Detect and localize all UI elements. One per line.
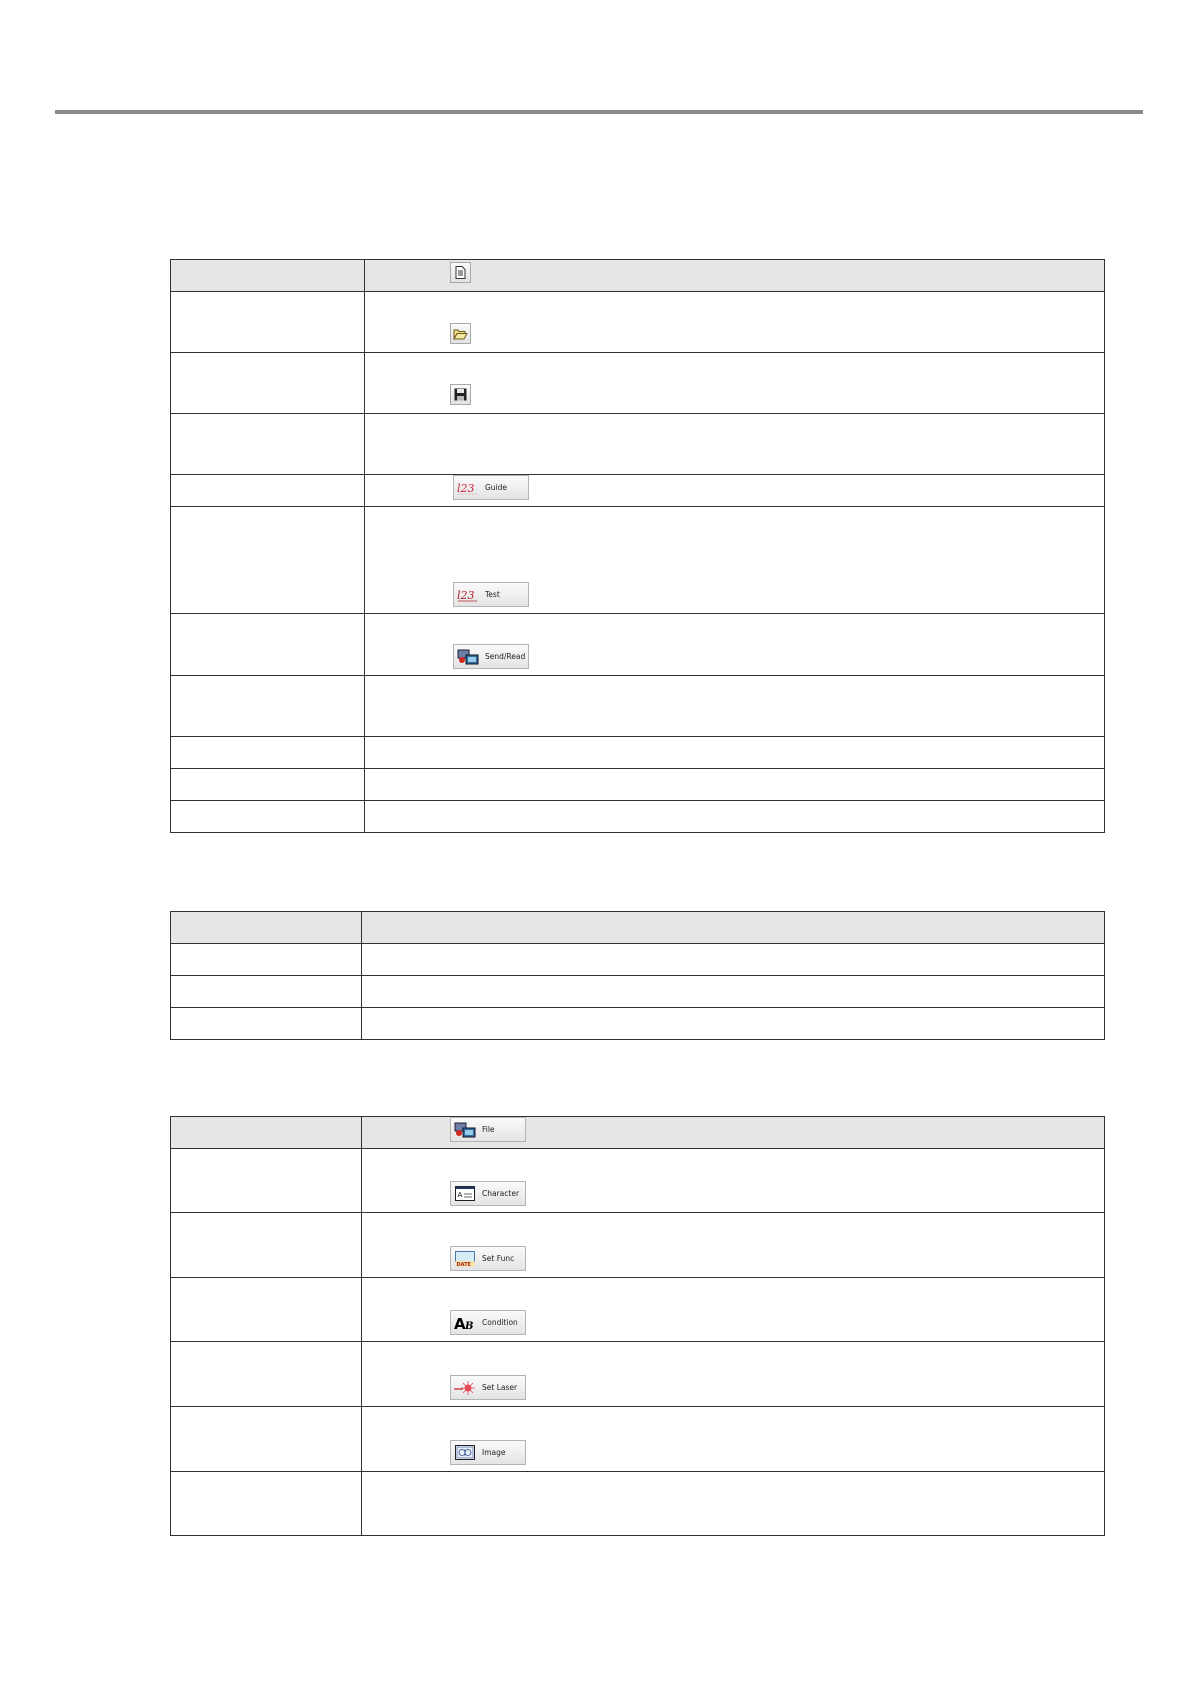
test-button[interactable]: l23 Test — [453, 582, 529, 607]
item-cell — [171, 737, 365, 769]
table-row — [171, 976, 1105, 1008]
item-cell — [171, 507, 365, 614]
guide-123-icon — [457, 479, 479, 496]
set-func-button[interactable]: DATE Set Func — [450, 1246, 526, 1271]
save-disk-icon[interactable] — [450, 384, 471, 405]
table-row — [171, 1342, 1105, 1407]
test-123-icon — [457, 586, 479, 603]
table-row — [171, 475, 1105, 507]
svg-text:DATE: DATE — [456, 1261, 471, 1267]
table-header-row — [171, 260, 1105, 292]
item-cell — [171, 1472, 362, 1536]
description-cell — [365, 292, 1105, 353]
header-cell-description — [365, 260, 1105, 292]
item-cell — [171, 1008, 362, 1040]
image-icon — [454, 1444, 476, 1461]
svg-text:B: B — [465, 1321, 474, 1331]
table-row — [171, 1278, 1105, 1342]
item-cell — [171, 1149, 362, 1213]
table-row — [171, 507, 1105, 614]
table-row — [171, 353, 1105, 414]
description-cell — [362, 976, 1105, 1008]
file-button[interactable]: File — [450, 1117, 526, 1142]
svg-text:A: A — [454, 1315, 466, 1331]
header-cell-item — [171, 260, 365, 292]
table-row — [171, 414, 1105, 475]
table-row — [171, 1407, 1105, 1472]
condition-button[interactable]: A B Condition — [450, 1310, 526, 1335]
item-cell — [171, 292, 365, 353]
svg-text:A: A — [457, 1191, 463, 1199]
description-cell — [362, 1448, 1105, 1536]
table-header-row — [171, 912, 1105, 944]
svg-text:l23: l23 — [457, 588, 475, 602]
toolbar-functions-table — [170, 259, 1105, 833]
character-icon — [454, 1185, 476, 1202]
table-row — [171, 676, 1105, 737]
table-row — [171, 737, 1105, 769]
send-read-button[interactable]: Send/Read — [453, 644, 529, 669]
date-func-icon — [454, 1250, 476, 1267]
table-row — [171, 801, 1105, 833]
item-cell — [171, 414, 365, 475]
description-cell — [365, 801, 1105, 833]
table-row — [171, 1008, 1105, 1040]
item-cell — [171, 1407, 362, 1472]
item-cell — [171, 614, 365, 676]
description-cell — [365, 414, 1105, 475]
item-cell — [171, 801, 365, 833]
edit-functions-table — [170, 1116, 1105, 1536]
laser-icon — [454, 1379, 476, 1396]
header-divider — [55, 110, 1143, 114]
table-row — [171, 769, 1105, 801]
description-cell — [365, 769, 1105, 801]
condition-ab-icon — [454, 1314, 476, 1331]
image-button[interactable]: Image — [450, 1440, 526, 1465]
description-cell — [362, 944, 1105, 976]
table-row — [171, 614, 1105, 676]
table-header-row — [171, 1117, 1105, 1149]
item-cell — [171, 676, 365, 737]
item-cell — [171, 1278, 362, 1342]
item-cell — [171, 1342, 362, 1407]
table-row — [171, 1213, 1105, 1278]
file-transfer-icon — [454, 1121, 476, 1138]
table-row — [171, 292, 1105, 353]
item-cell — [171, 769, 365, 801]
item-cell — [171, 976, 362, 1008]
send-read-icon — [457, 648, 479, 665]
description-cell — [365, 353, 1105, 414]
table-row — [171, 944, 1105, 976]
svg-text:l23: l23 — [457, 481, 475, 495]
header-cell-description — [362, 912, 1105, 944]
header-cell-item — [171, 912, 362, 944]
item-cell — [171, 475, 365, 507]
description-cell — [365, 737, 1105, 769]
table-row — [171, 1472, 1105, 1536]
table-row — [171, 1149, 1105, 1213]
item-cell — [171, 944, 362, 976]
open-folder-icon[interactable] — [450, 323, 471, 344]
secondary-table — [170, 911, 1105, 1040]
item-cell — [171, 353, 365, 414]
guide-button[interactable]: l23 Guide — [453, 475, 529, 500]
description-cell — [362, 1008, 1105, 1040]
item-cell — [171, 1213, 362, 1278]
new-file-icon[interactable] — [450, 262, 471, 283]
header-cell-item — [171, 1117, 362, 1149]
description-cell — [365, 652, 1105, 737]
character-button[interactable]: A Character — [450, 1181, 526, 1206]
set-laser-button[interactable]: Set Laser — [450, 1375, 526, 1400]
